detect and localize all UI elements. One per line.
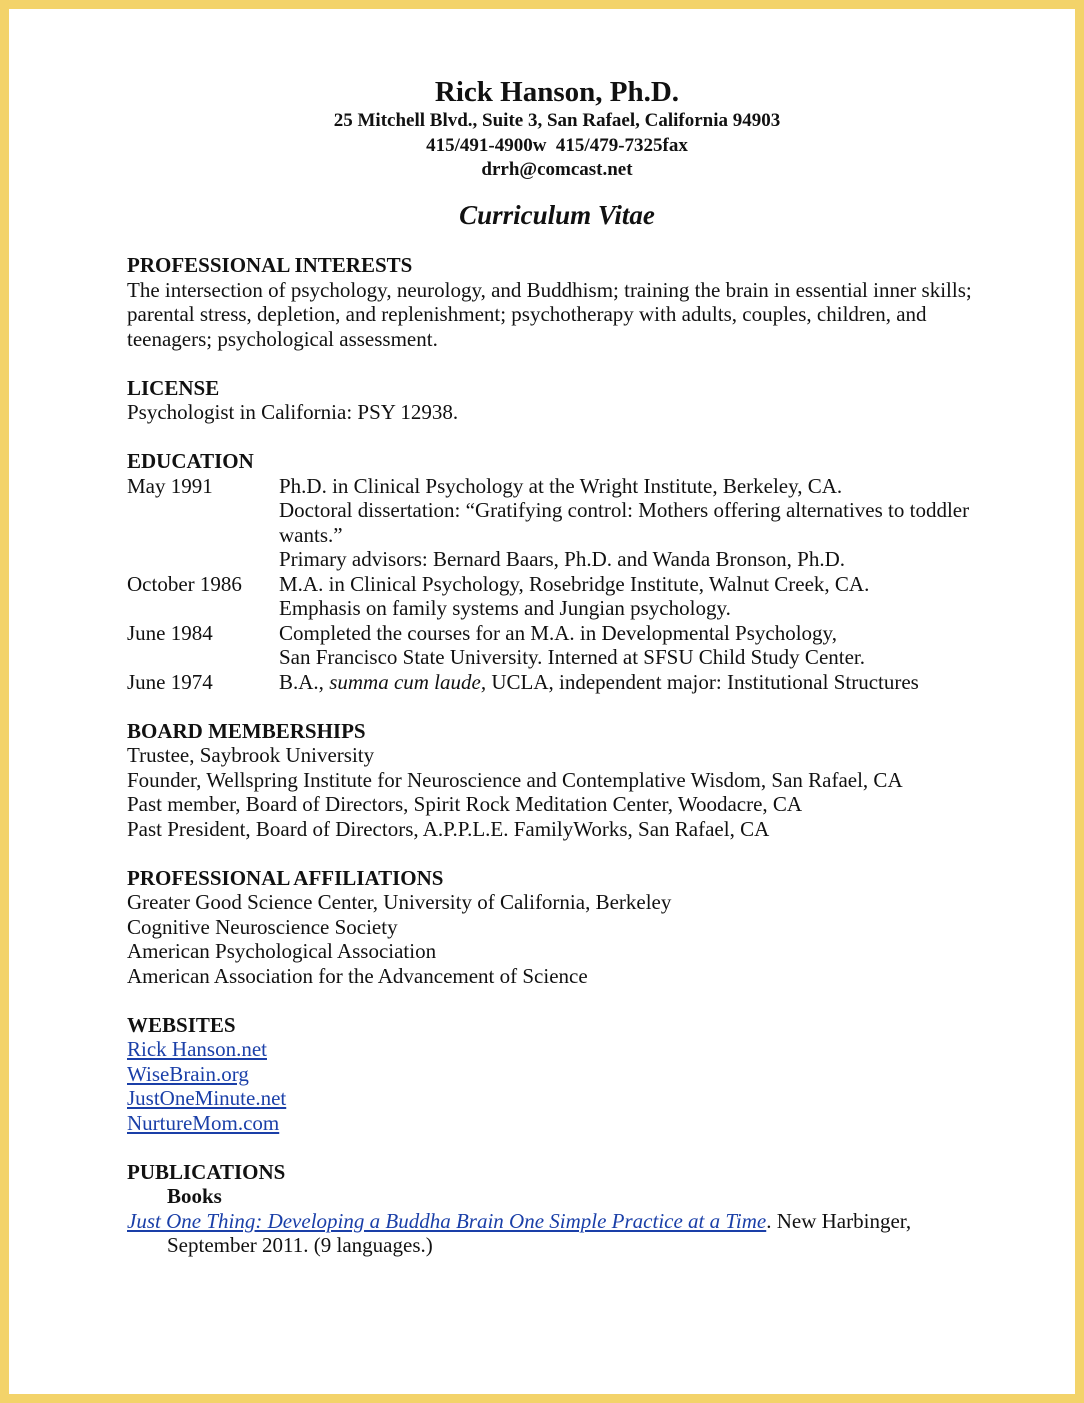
- education-row: [127, 670, 987, 695]
- document-page: [9, 9, 1075, 1394]
- education-desc: [279, 474, 987, 572]
- section-heading: PROFESSIONAL AFFILIATIONS: [127, 865, 444, 890]
- section-heading: WEBSITES: [127, 1012, 236, 1037]
- education-line: M.A. in Clinical Psychology, Rosebridge Institute, Walnut Creek, CA.: [279, 571, 870, 596]
- website-link[interactable]: JustOneMinute.net: [127, 1086, 287, 1110]
- cv-body: [127, 253, 987, 1282]
- list-item: Founder, Wellspring Institute for Neuroscience and Contemplative Wisdom, San Rafael, CA: [127, 767, 903, 792]
- education-line: Completed the courses for an M.A. in Developmental Psychology,: [279, 620, 837, 645]
- email-line: drrh@comcast.net: [481, 159, 633, 180]
- education-row: [127, 474, 987, 572]
- education-date: June 1984: [127, 620, 213, 645]
- list-item: American Psychological Association: [127, 939, 437, 963]
- address-line: 25 Mitchell Blvd., Suite 3, San Rafael, California 94903: [333, 110, 781, 131]
- education-line: San Francisco State University. Interned at SFSU Child Study Center.: [279, 645, 866, 669]
- list-item: Trustee, Saybrook University: [127, 743, 375, 767]
- publication-entry: [127, 1209, 987, 1234]
- section-websites: [127, 1013, 987, 1136]
- website-link[interactable]: WiseBrain.org: [127, 1061, 249, 1086]
- interests-text: The intersection of psychology, neurology, and Buddhism; training the brain in essential inner skills; parental stress, depletion, and replenishment; psychotherapy with adults, couples, children, and teenagers; psychological assessment.: [127, 277, 972, 351]
- section-boards: [127, 719, 987, 842]
- section-heading: PUBLICATIONS: [127, 1159, 286, 1184]
- cv-header: [9, 75, 1075, 231]
- list-item: Past member, Board of Directors, Spirit Rock Meditation Center, Woodacre, CA: [127, 792, 803, 816]
- author-name: Rick Hanson, Ph.D.: [434, 76, 680, 108]
- education-honor: summa cum laude,: [329, 669, 487, 694]
- document-title: Curriculum Vitae: [459, 199, 655, 230]
- list-item: Greater Good Science Center, University of California, Berkeley: [127, 890, 672, 914]
- education-text: UCLA, independent major: Institutional Structures: [486, 669, 919, 694]
- section-interests: [127, 253, 987, 351]
- website-link[interactable]: Rick Hanson.net: [127, 1037, 267, 1061]
- section-heading: EDUCATION: [127, 449, 254, 473]
- book-publisher: . New Harbinger,: [766, 1208, 912, 1233]
- section-heading: PROFESSIONAL INTERESTS: [127, 253, 413, 277]
- education-desc: [279, 621, 987, 670]
- list-item: Past President, Board of Directors, A.P.P.L.E. FamilyWorks, San Rafael, CA: [127, 816, 770, 841]
- education-line: Emphasis on family systems and Jungian psychology.: [279, 596, 731, 620]
- education-date: October 1986: [127, 571, 242, 596]
- publication-details: September 2011. (9 languages.): [167, 1233, 433, 1257]
- website-link[interactable]: NurtureMom.com: [127, 1110, 280, 1135]
- section-license: [127, 376, 987, 425]
- education-row: [127, 621, 987, 670]
- section-heading: LICENSE: [127, 375, 220, 400]
- section-affiliations: [127, 866, 987, 989]
- education-date: June 1974: [127, 669, 213, 694]
- education-line: Doctoral dissertation: “Gratifying control: Mothers offering alternatives to toddler wants.”: [279, 498, 970, 547]
- subsection-heading: Books: [167, 1184, 222, 1208]
- education-desc: [279, 670, 987, 695]
- education-text: B.A.,: [279, 669, 330, 694]
- book-title-link[interactable]: Just One Thing: Developing a Buddha Brain One Simple Practice at a Time: [127, 1208, 767, 1233]
- license-text: Psychologist in California: PSY 12938.: [127, 400, 459, 424]
- education-line: Ph.D. in Clinical Psychology at the Wright Institute, Berkeley, CA.: [279, 473, 843, 498]
- education-desc: [279, 572, 987, 621]
- list-item: Cognitive Neuroscience Society: [127, 914, 398, 939]
- section-publications: [127, 1160, 987, 1258]
- section-heading: BOARD MEMBERSHIPS: [127, 718, 366, 743]
- list-item: American Association for the Advancement of Science: [127, 963, 588, 988]
- education-date: May 1991: [127, 473, 213, 498]
- section-education: [127, 449, 987, 694]
- education-row: [127, 572, 987, 621]
- education-line: Primary advisors: Bernard Baars, Ph.D. and Wanda Bronson, Ph.D.: [279, 547, 846, 571]
- phone-line: 415/491-4900w 415/479-7325fax: [426, 134, 688, 156]
